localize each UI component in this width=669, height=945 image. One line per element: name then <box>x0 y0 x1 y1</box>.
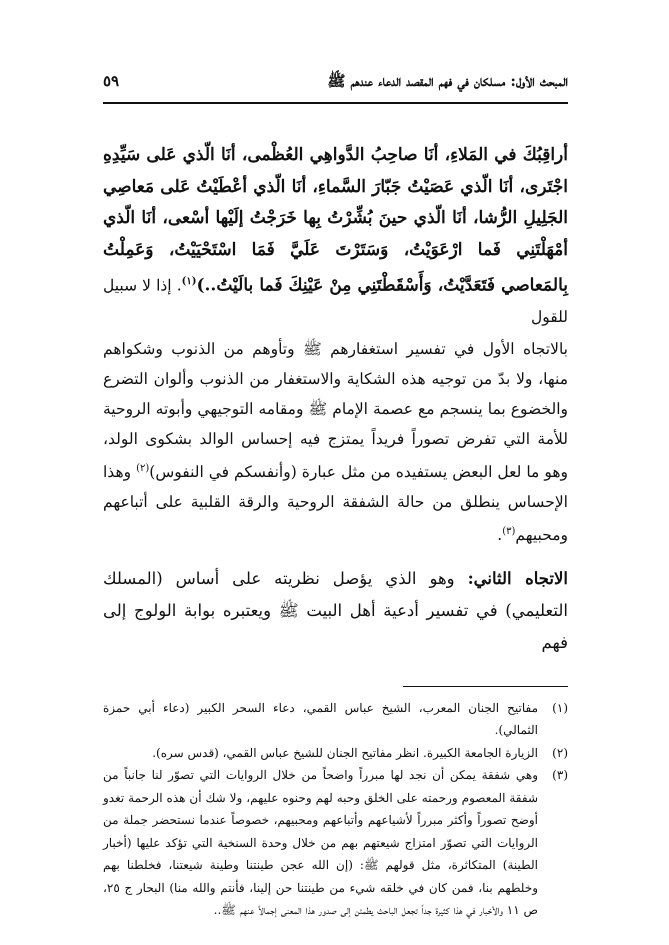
footnote-ref-3: (٣) <box>502 525 516 537</box>
footnote <box>103 764 568 922</box>
supplication-quote <box>103 140 568 334</box>
quote-tail: . إذا لا سبيل للقول <box>103 276 568 327</box>
paragraph-first-approach <box>103 334 568 550</box>
footnotes <box>103 697 568 922</box>
para2-text: وهو الذي يؤصل نظريته على أساس (المسلك التعليمي) في تفسير أدعية أهل البيت ﷺ ويعتبره بوابة الولوج إلى فهم <box>103 568 568 652</box>
footnote-number: (١) <box>552 700 568 715</box>
footnote-divider <box>403 686 568 687</box>
running-header <box>103 72 568 104</box>
header-title: المبحث الأول: مسلكان في فهم المقصد الدعاء عندهم ﷺ <box>327 72 568 90</box>
footnote-ref-1: (١) <box>181 276 197 287</box>
para1-part1: بالاتجاه الأول في تفسير استغفارهم ﷺ وتأوهم من الذنوب وشكواهم منها، ولا بدّ من توجيه هذه الشكاية والاستغفار من الذنوب وألوان التضرع والخضوع بما ينسجم مع عصمة الإمام ﷺ ومقامه التوجيهي وأبوته الروحية للأمة التي تفرض تصوراً فريداً يمتزج فيه إحساس الوالد بشكوى الولد، وهو ما لعل البعض يستفيده من مثل عبارة (وأنفسكم في النفوس) <box>103 339 568 481</box>
footnote-number: (٢) <box>552 745 568 760</box>
page-number: ٥٩ <box>103 72 120 90</box>
paragraph-second-approach <box>103 563 568 659</box>
footnote-ref-2: (٢) <box>136 462 150 474</box>
para1-part3: . <box>497 525 503 544</box>
quote-text: أراقِبُكَ في المَلاءِ، أنَا صاحِبُ الدَّواهِي العُظْمى، أنَا الّذي عَلى سَيِّدِهِ اجْتَرى، أنَا الّذي عَصَيْتُ جَبّارَ السَّماءِ، أنَا الّذي أعْطَيْتُ عَلى مَعاصِي الجَلِيلِ الرُّشا، أنَا الّذي حينَ بُشِّرْتُ بِها خَرَجْتُ إلَيْها أسْعى، أنَا الّذي أمْهَلْتَنِي فَما ارْعَوَيْتُ، وَسَتَرْتَ عَلَيَّ فَمَا اسْتَحْيَيْتُ، وَعَمِلْتُ بِالمَعاصي فَتَعَدَّيْتُ، وَأَسْقَطْتَنِي مِنْ عَيْنِكَ فَما بالَيْتُ..) <box>103 145 568 296</box>
para1-part2: وهذا الإحساس ينطلق من حالة الشفقة الروحية والرقة القلبية على أتباعهم ومحبيهم <box>103 462 568 544</box>
footnote <box>103 742 568 765</box>
footnote-text: الزيارة الجامعة الكبيرة. انظر مفاتيح الجنان للشيخ عباس القمي، (قدس سره). <box>152 745 538 760</box>
footnote-number: (٣) <box>552 768 568 783</box>
footnote-text: وهي شفقة يمكن أن نجد لها مبرراً واضحاً من خلال الروايات التي تصوّر لنا جانباً من شفقة المعصوم ورحمته على الخلق وحبه لهم وحنوه عليهم، ولا شك أن هذه الرحمة تغدو أوضح تصوراً وأكثر مبرراً لأشياعهم وأتباعهم ومحبيهم، خصوصاً عندما نستحضر جملة من الروايات التي تصوّر امتزاج شيعتهم بهم من خلال وحدة السنخية التي تؤكد عليها (أخبار الطينة) المتكاثرة، مثل قولهم ﷺ: (إن الله عجن طينتنا وطينة شيعتنا، فخلطنا بهم وخلطهم بنا، فمن كان في خلقه شيء من طينتنا حن إلينا، فأنتم والله منا) البحار ج ٢٥، ص ١١ والأخبار في هذا كثيرة جداً تجعل الباحث يطمئن إلى صدور هذا المعنى إجمالاً عنهم ﷺ.. <box>103 768 539 918</box>
section-lead: الاتجاه الثاني: <box>467 568 568 588</box>
footnote <box>103 697 568 742</box>
footnote-text: مفاتيح الجنان المعرب، الشيخ عباس القمي، دعاء السحر الكبير (دعاء أبي حمزة الثمالي). <box>103 700 538 738</box>
